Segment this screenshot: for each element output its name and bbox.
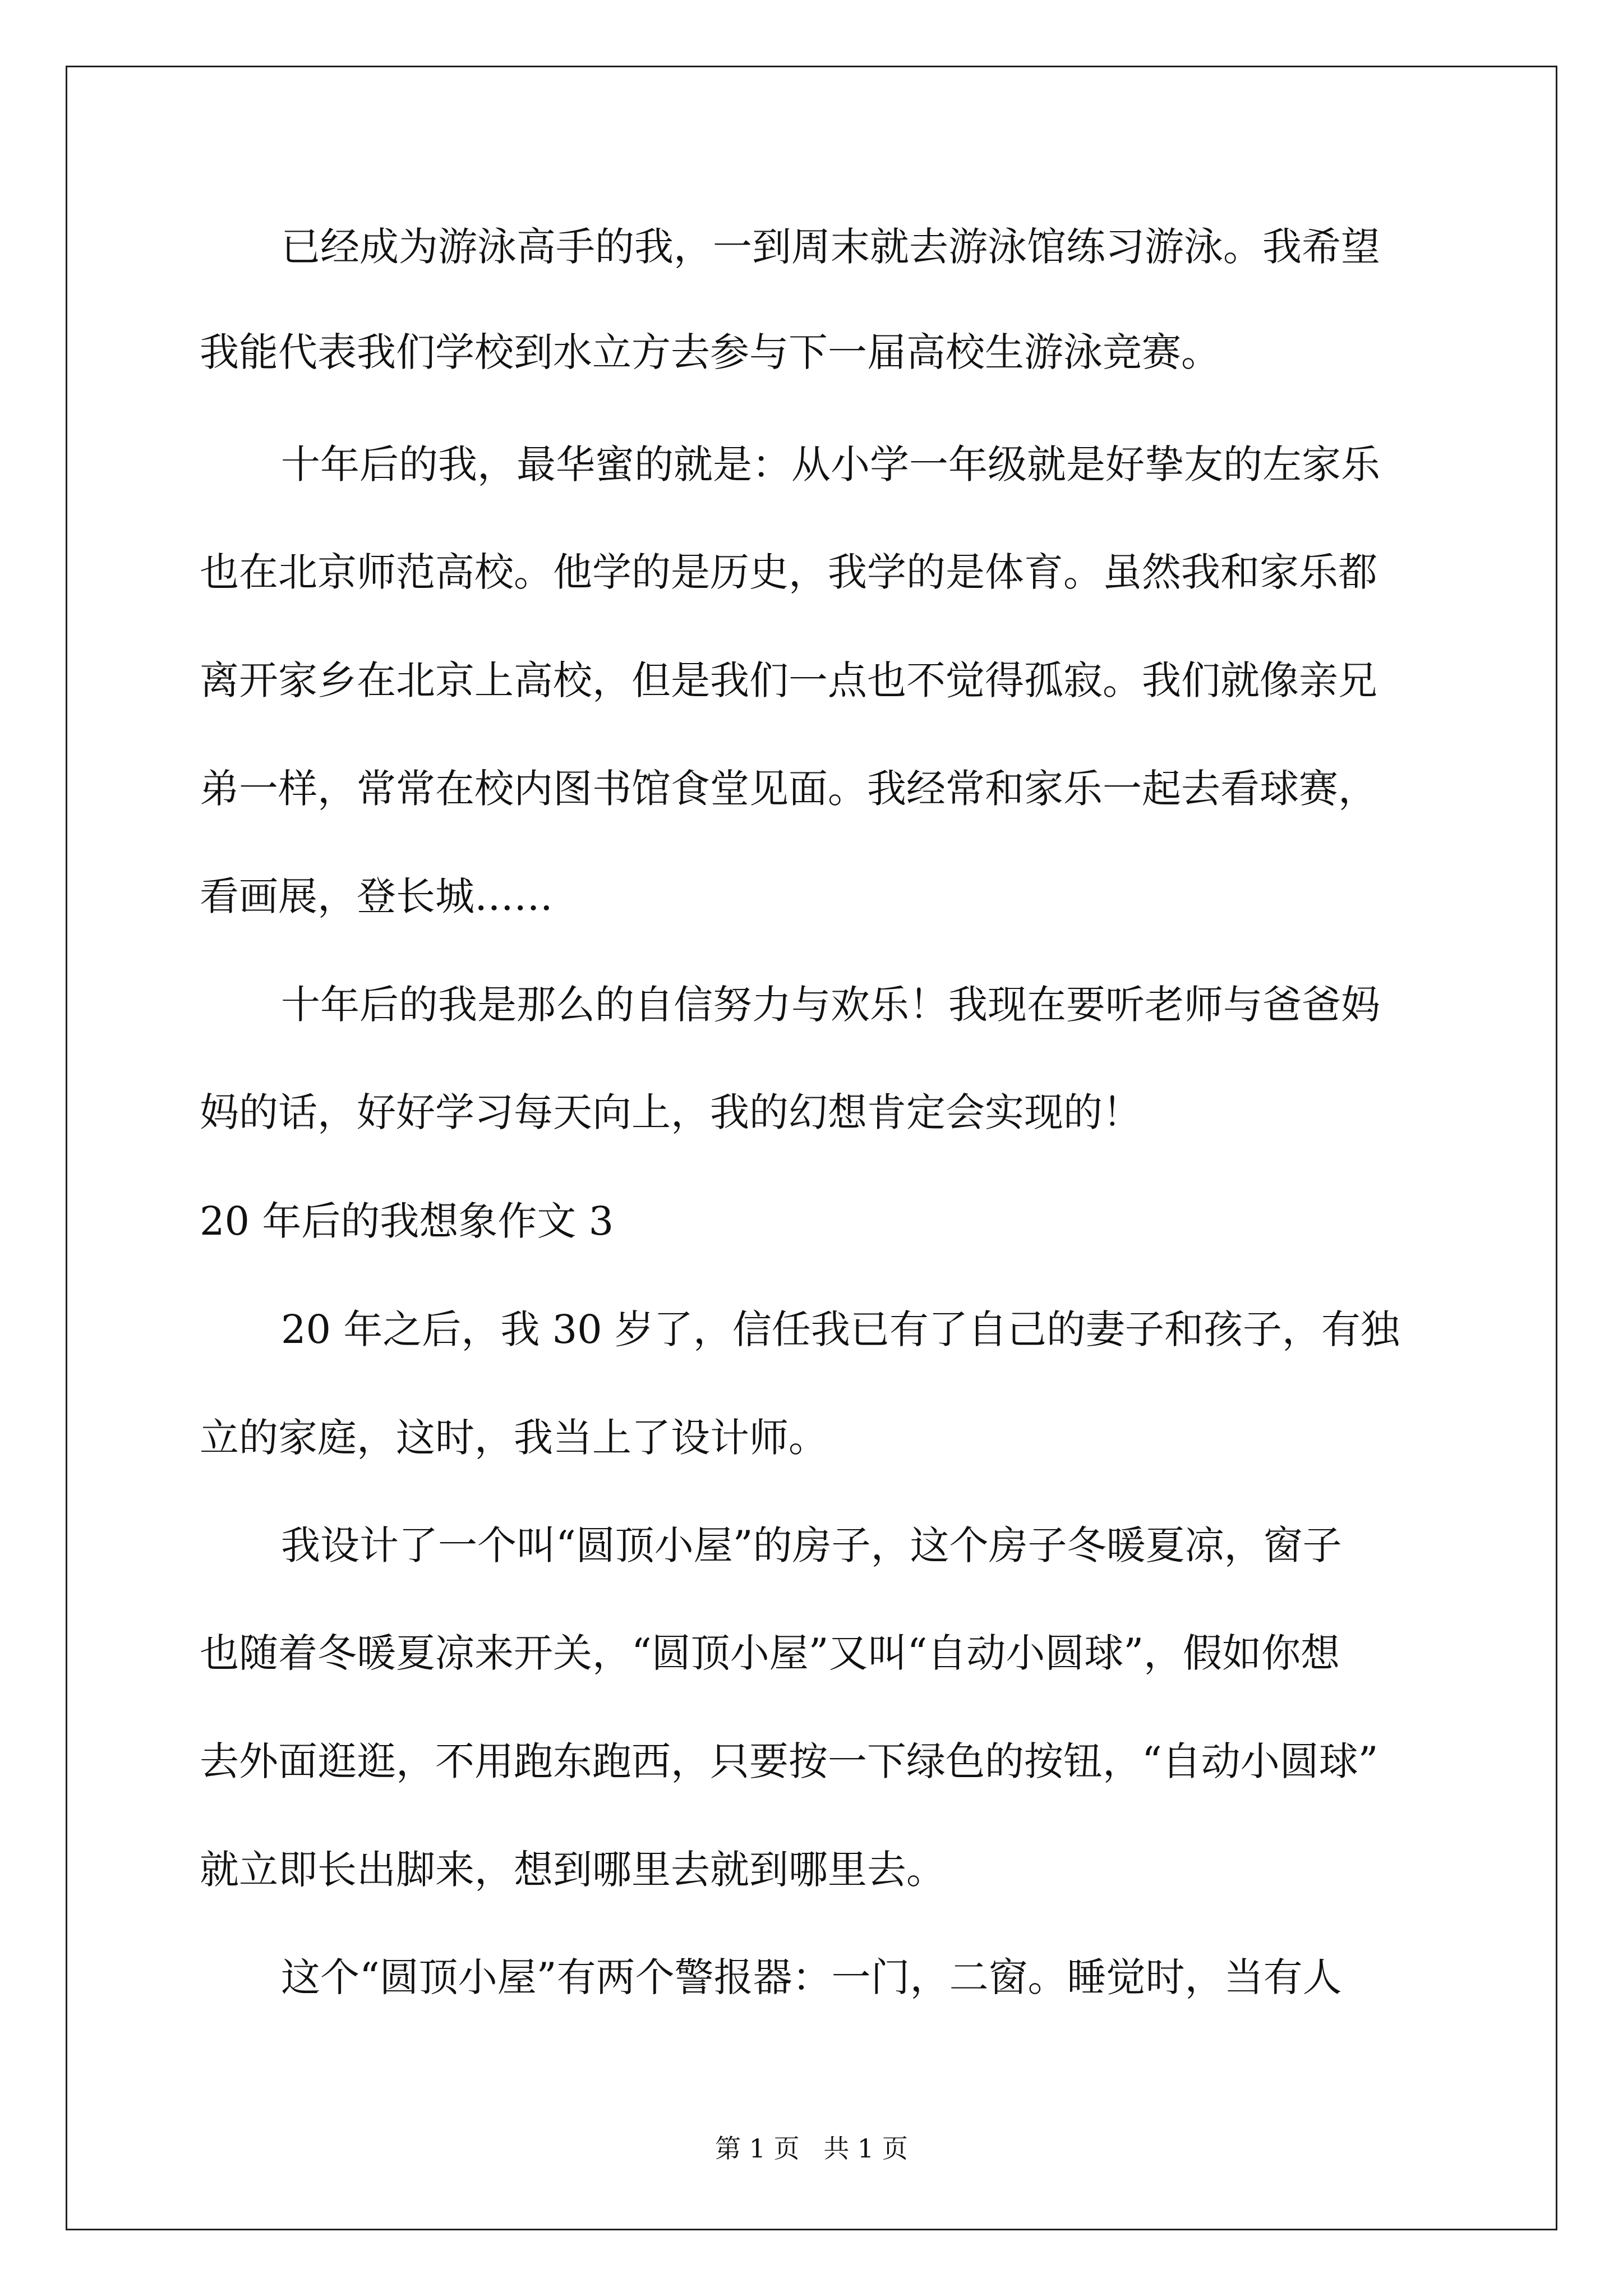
paragraph-line: 看画展，登长城…… xyxy=(200,873,553,919)
paragraph-line: 这个“圆顶小屋”有两个警报器：一门，二窗。睡觉时，当有人 xyxy=(281,1954,1342,2000)
paragraph-line: 我设计了一个叫“圆顶小屋”的房子，这个房子冬暖夏凉，窗子 xyxy=(281,1522,1342,1568)
page-border xyxy=(66,66,1557,2230)
page-number: 第 1 页 xyxy=(715,2133,800,2164)
section-heading: 20 年后的我想象作文 3 xyxy=(200,1198,614,1244)
paragraph-line: 立的家庭，这时，我当上了设计师。 xyxy=(200,1415,828,1461)
paragraph-line: 也随着冬暖夏凉来开关，“圆顶小屋”又叫“自动小圆球”，假如你想 xyxy=(200,1630,1340,1676)
paragraph-line: 十年后的我，最华蜜的就是：从小学一年级就是好挚友的左家乐 xyxy=(281,441,1380,487)
paragraph-line: 十年后的我是那么的自信努力与欢乐！我现在要听老师与爸爸妈 xyxy=(281,982,1380,1028)
paragraph-line: 弟一样，常常在校内图书馆食堂见面。我经常和家乐一起去看球赛， xyxy=(200,766,1377,812)
paragraph-line: 我能代表我们学校到水立方去参与下一届高校生游泳竞赛。 xyxy=(200,329,1220,375)
paragraph-line: 20 年之后，我 30 岁了，信任我已有了自己的妻子和孩子，有独 xyxy=(281,1306,1400,1352)
paragraph-line: 去外面逛逛，不用跑东跑西，只要按一下绿色的按钮，“自动小圆球” xyxy=(200,1738,1378,1784)
paragraph-line: 也在北京师范高校。他学的是历史，我学的是体育。虽然我和家乐都 xyxy=(200,549,1377,595)
paragraph-line: 已经成为游泳高手的我，一到周末就去游泳馆练习游泳。我希望 xyxy=(281,224,1380,270)
page-footer xyxy=(0,2132,1623,2165)
page-total: 共 1 页 xyxy=(823,2133,908,2164)
paragraph-line: 妈的话，好好学习每天向上，我的幻想肯定会实现的！ xyxy=(200,1089,1142,1135)
paragraph-line: 离开家乡在北京上高校，但是我们一点也不觉得孤寂。我们就像亲兄 xyxy=(200,657,1377,703)
paragraph-line: 就立即长出脚来，想到哪里去就到哪里去。 xyxy=(200,1847,946,1893)
